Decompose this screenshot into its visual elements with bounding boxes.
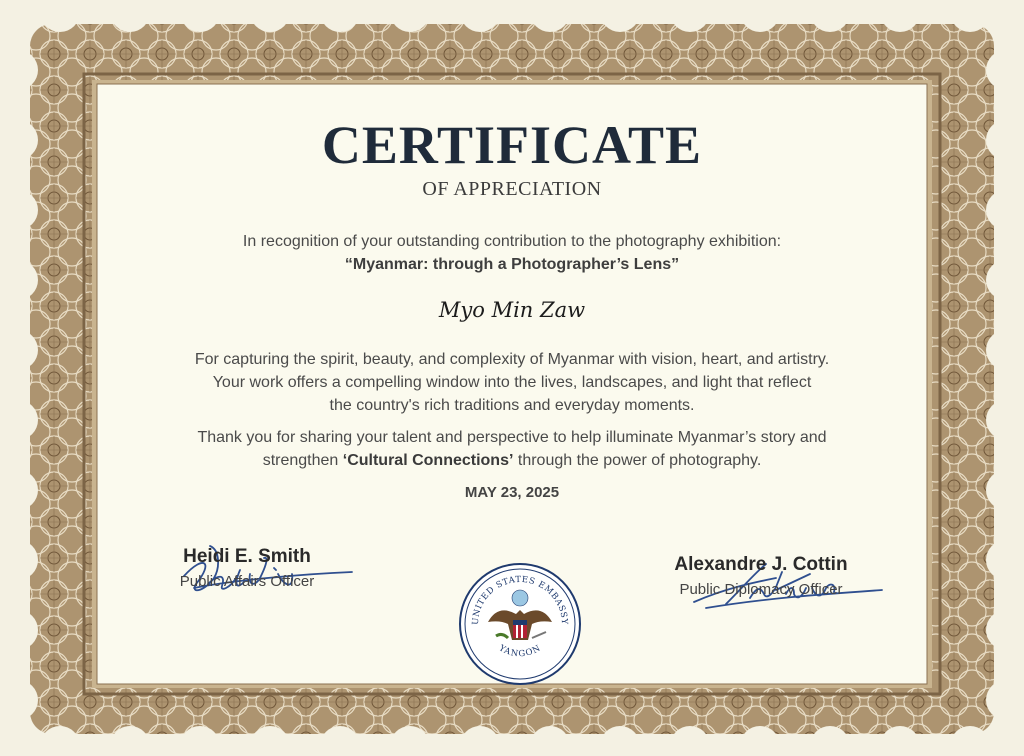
certificate-title: CERTIFICATE bbox=[321, 115, 703, 175]
recipient-name: Myo Min Zaw bbox=[438, 298, 586, 322]
thanks-text bbox=[100, 426, 924, 472]
signatory-right bbox=[656, 554, 866, 598]
certificate-body bbox=[100, 86, 924, 682]
signatory-left bbox=[162, 546, 332, 590]
intro-text bbox=[100, 230, 924, 276]
seal-top-text: UNITED STATES EMBASSY bbox=[470, 574, 570, 626]
signatory-name: Heidi E. Smith bbox=[183, 546, 311, 567]
embassy-seal bbox=[458, 562, 582, 686]
exhibition-name: “Myanmar: through a Photographer’s Lens” bbox=[344, 256, 680, 273]
body-line-3: the country's rich traditions and everyday moments. bbox=[329, 397, 695, 414]
certificate-subtitle: OF APPRECIATION bbox=[422, 178, 602, 200]
seal-bottom-text: YANGON bbox=[496, 643, 544, 660]
signatory-name: Alexandre J. Cottin bbox=[674, 554, 848, 575]
appreciation-text bbox=[100, 348, 924, 417]
thanks-line-1: Thank you for sharing your talent and perspective to help illuminate Myanmar’s story and bbox=[197, 429, 827, 446]
signatory-role: Public Affairs Officer bbox=[179, 573, 315, 590]
thanks-suffix: through the power of photography. bbox=[513, 452, 762, 469]
thanks-prefix: strengthen bbox=[262, 452, 343, 469]
cultural-connections: ‘Cultural Connections’ bbox=[342, 452, 514, 469]
intro-line: In recognition of your outstanding contribution to the photography exhibition: bbox=[242, 233, 782, 250]
thanks-line-2 bbox=[100, 449, 924, 472]
signatory-role: Public Diplomacy Officer bbox=[679, 581, 843, 598]
certificate-date: MAY 23, 2025 bbox=[464, 484, 560, 501]
body-line-1: For capturing the spirit, beauty, and complexity of Myanmar with vision, heart, and artistry. bbox=[194, 351, 830, 368]
body-line-2: Your work offers a compelling window into the lives, landscapes, and light that reflect bbox=[212, 374, 812, 391]
